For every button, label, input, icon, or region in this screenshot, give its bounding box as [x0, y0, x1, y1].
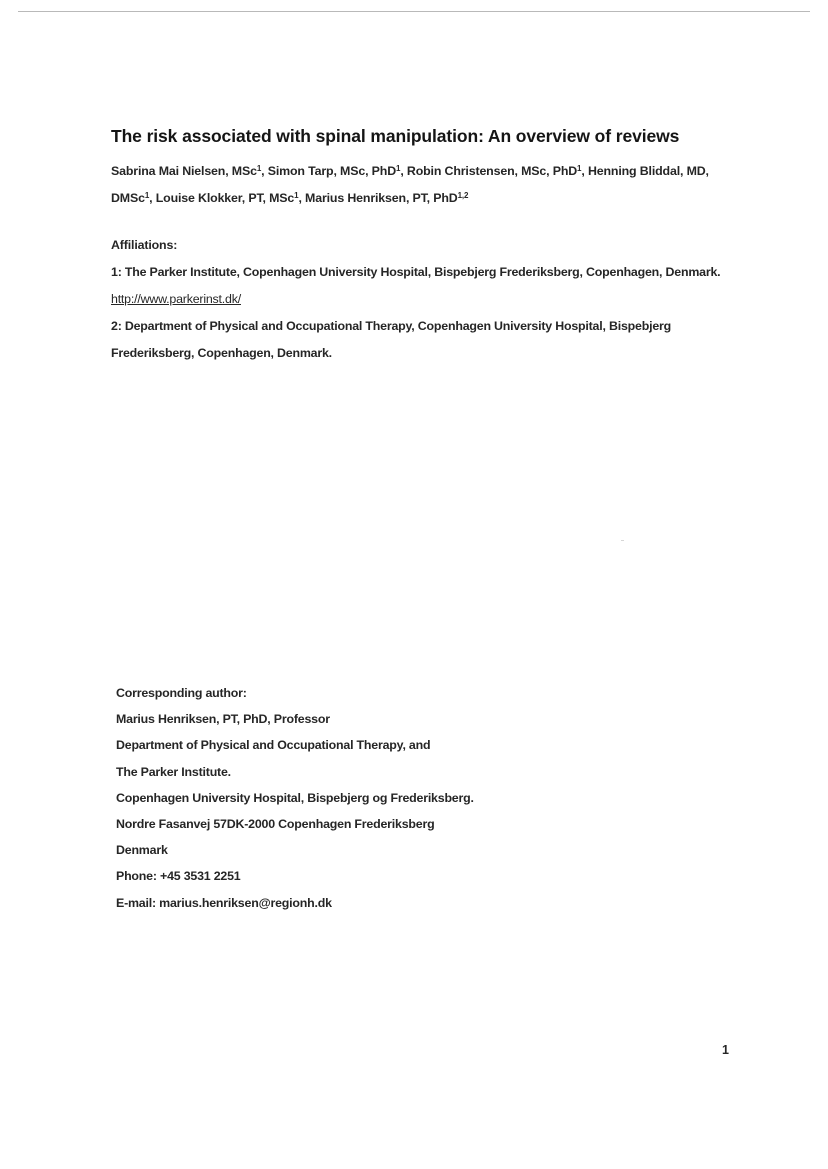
author-name: Simon Tarp, MSc, PhD	[267, 164, 396, 178]
affiliation-link[interactable]: http://www.parkerinst.dk/	[111, 292, 241, 306]
scan-border-line	[18, 11, 810, 12]
paper-title: The risk associated with spinal manipulation: An overview of reviews	[111, 126, 680, 146]
author-name: Henning Bliddal, MD, DMSc	[111, 164, 709, 205]
corresponding-author-email: E-mail: marius.henriksen@regionh.dk	[116, 895, 332, 910]
corresponding-author-block	[116, 680, 636, 916]
author-affiliation-mark: 1,2	[457, 191, 469, 200]
author-affiliation-mark: 1	[294, 191, 299, 200]
affiliations-list	[111, 259, 751, 367]
author-affiliation-mark: 1	[577, 164, 582, 173]
author-name: Robin Christensen, MSc, PhD	[406, 164, 578, 178]
corresponding-author-heading: Corresponding author:	[116, 686, 247, 700]
author-list: Sabrina Mai Nielsen, MSc$^1$, Simon Tarp, MSc, PhD$^1$, Robin Christensen, MSc, PhD$^1$, Henning Bliddal, MD, DMSc$^1$, Louise Klokker, PT, MSc$^1$, Marius Henriksen, PT, PhD$^{1,2}$	[111, 164, 709, 205]
corresponding-author-name: Marius Henriksen, PT, PhD, Professor	[116, 712, 330, 727]
affiliation-item	[111, 313, 751, 367]
corresponding-author-phone: Phone: +45 3531 2251	[116, 869, 241, 884]
author-name: Louise Klokker, PT, MSc	[155, 191, 295, 205]
corresponding-author-country: Denmark	[116, 843, 168, 858]
corresponding-author-institute: The Parker Institute.	[116, 764, 231, 779]
affiliation-item	[111, 259, 751, 313]
corresponding-author-department: Department of Physical and Occupational Therapy, and	[116, 738, 431, 753]
author-name: Sabrina Mai Nielsen, MSc	[111, 164, 257, 178]
affiliation-text: 2: Department of Physical and Occupational Therapy, Copenhagen University Hospital, Bispebjerg Frederiksberg, Copenhagen, Denmark.	[111, 319, 672, 360]
author-name: Marius Henriksen, PT, PhD	[305, 191, 458, 205]
affiliation-text: 1: The Parker Institute, Copenhagen University Hospital, Bispebjerg Frederiksberg, Copenhagen, Denmark.	[111, 265, 721, 279]
page-number: 1	[722, 1043, 729, 1057]
corresponding-author-address: Nordre Fasanvej 57DK-2000 Copenhagen Frederiksberg	[116, 817, 435, 832]
affiliations-heading: Affiliations:	[111, 238, 178, 252]
corresponding-author-hospital: Copenhagen University Hospital, Bispebjerg og Frederiksberg.	[116, 790, 474, 805]
author-affiliation-mark: 1	[144, 191, 150, 200]
author-affiliation-mark: 1	[256, 164, 262, 173]
scan-speck	[621, 540, 624, 541]
author-affiliation-mark: 1	[396, 164, 401, 173]
